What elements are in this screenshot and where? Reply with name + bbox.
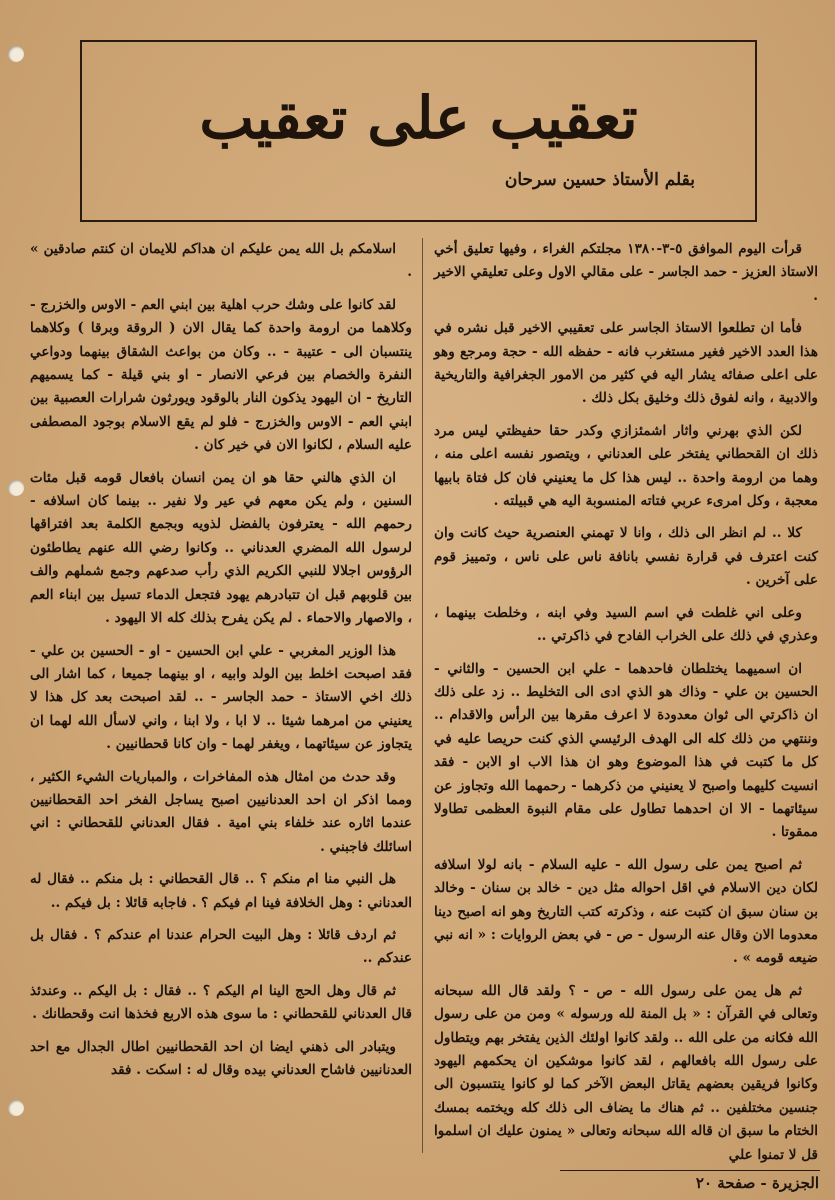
paragraph: قرأت اليوم الموافق ٥-٣-١٣٨٠ مجلتكم الغراء ، وفيها تعليق أخي الاستاذ العزيز - حمد الجاسر - على مقالي الاول وعلى تعليقي الاخير . xyxy=(434,241,818,304)
page-footer: الجزيرة - صفحة ٢٠ xyxy=(695,1174,819,1192)
paragraph: هل النبي منا ام منكم ؟ .. قال القحطاني : بل منكم .. فقال له العدناني : وهل الخلافة فينا ام فيكم ؟ . فاجابه قائلا : بل فيكم .. xyxy=(30,871,412,911)
paragraph: وعلى اني غلطت في اسم السيد وفي ابنه ، وخلطت بينهما ، وعذري في ذلك على الخراب الفادح في ذاكرتي .. xyxy=(434,604,818,645)
paragraph: ان الذي هالني حقا هو ان يمن انسان بافعال قومه قبل مئات السنين ، ولم يكن معهم في عير ولا نفير .. بينما كان اسلافه - رحمهم الله - يعترفون بالفضل لذويه وبجمع الكلمة بعد افتراقها لرسول الله المضري العدناني .. وكانوا رضي الله عنهم يطاطئون الرؤوس اجلالا للنبي الكريم الذي رأب صدعهم وجمع شملهم والف بين قلوبهم قبل ان تتبادرهم يهود فتجعل الدماء تسيل بين ابناء العم ، والاصهار والاحماء . لم يكن يفرح بذلك كله الا اليهود . xyxy=(30,469,412,627)
title-box xyxy=(80,40,757,222)
paragraph: اسلامكم بل الله يمن عليكم ان هداكم للايمان ان كنتم صادقين » . xyxy=(30,241,412,281)
paragraph: ويتبادر الى ذهني ايضا ان احد القحطانيين اطال الجدال مع احد العدنانيين فاشاح العدناني بيده وقال له : اسكت . فقد xyxy=(30,1038,412,1078)
paragraph: ثم قال وهل الحج الينا ام اليكم ؟ .. فقال : بل اليكم .. وعندئذ قال العدناني للقحطاني : ما سوى هذه الاربع فخذها انت وقحطانك . xyxy=(30,982,412,1023)
punch-hole-middle xyxy=(8,480,24,496)
paragraph: ثم اصبح يمن على رسول الله - عليه السلام - بانه لولا اسلافه لكان دين الاسلام في اقل احواله مثل دين - خالد بن سنان - وخالد بن سنان سبق ان كتبت عنه ، وذكرته كتب التاريخ وهو انه اصبح دينا معدوما الان وقال عنه الرسول - ص - في بعض الروايات : « انه نبي ضيعه قومه » . xyxy=(434,856,818,967)
article-column-left xyxy=(30,238,412,1091)
paragraph: ثم هل يمن على رسول الله - ص - ؟ ولقد قال الله سبحانه وتعالى في القرآن : « بل المنة لله ورسوله » ومن من على رسول الله فكانه من على الله .. ولقد كانوا اولئك الذين يفتخر بهم ويتطاول على رسول الله بافعالهم ، لقد كانوا موشكين ان يحكمهم اليهود وكانوا فريقين بعضهم يقاتل البعض الآخر كما لو كانوا ينتسبون الى جنسين مختلفين .. ثم هناك ما يضاف الى ذلك كله ويختمه بمسك الختام ما سبق ان قاله الله سبحانه وتعالى « يمنون عليك ان اسلموا قل لا تمنوا علي xyxy=(434,982,818,1163)
paragraph: كلا .. لم انظر الى ذلك ، وانا لا تهمني العنصرية حيث كانت وان كنت اعترف في قرارة نفسي بانافة ناس على ناس ، وتمييز قوم على آخرين . xyxy=(434,525,818,589)
paragraph: وقد حدث من امثال هذه المفاخرات ، والمباريات الشيء الكثير ، ومما اذكر ان احد العدنانيين اصبح يساجل الفخر احد القحطانيين عندما اثاره عند خلفاء بني امية . فقال العدناني للقحطاني : اني اسائلك فاجبني . xyxy=(30,768,412,855)
paragraph: ان اسميهما يختلطان فاحدهما - علي ابن الحسين - والثاني - الحسين بن علي - وذاك هو الذي ادى الى التخليط .. زد على ذلك ان ذاكرتي الى ثوان معدودة لا اعرف مقرها بين الرأس والاقدام .. وننتهي من ذلك كله الى الهدف الرئيسي الذي كنت حريصا عليه في كل ما كتبت في هذا الموضوع وهو ان هذا الاب او الابن - فقد انسيت كليهما واصبح لا يعنيني من ذكرهما - رحمهما الله وتجاوز عن سيئاتهما - الا ان احدهما تطاول على مقام النبوة العظمى تطاولا ممقوتا . xyxy=(434,660,818,841)
paragraph: لقد كانوا على وشك حرب اهلية بين ابني العم - الاوس والخزرج - وكلاهما من ارومة واحدة كما يقال الان ( الروقة وبرقا ) وكلاهما ينتسبان الى - عتيبة - .. وكان من بواعث الشقاق بينهما ودواعي النفرة والخصام بين فرعي الانصار - او بني قيلة - كما يسميهم التاريخ - ان اليهود يذكون النار بالوقود ويورثون شرارات العصبية بين ابني العم - الاوس والخزرج - فلو لم يقع الاسلام بوجود المصطفى عليه السلام ، لكانوا الان في خير كان . xyxy=(30,296,412,454)
paragraph: ثم اردف قائلا : وهل البيت الحرام عندنا ام عندكم ؟ . فقال بل عندكم .. xyxy=(30,926,412,967)
paragraph: لكن الذي بهرني واثار اشمئزازي وكدر حقا حفيظتي ليس مرد ذلك ان القحطاني يفتخر على العدناني ، ويتصور نفسه اعلى منه ، وهما من ارومة واحدة .. ليس هذا كل ما يعنيني فان كل فتاة بابيها معجبة ، وكل امرىء عربي فتاته المنسوبة اليه هي قبيلته . xyxy=(434,422,818,510)
punch-hole-top xyxy=(8,46,24,62)
article-title: تعقيب على تعقيب xyxy=(199,84,638,152)
punch-hole-bottom xyxy=(8,1100,24,1116)
article-column-right xyxy=(434,238,818,1176)
column-divider xyxy=(422,238,423,1153)
paragraph: هذا الوزير المغربي - علي ابن الحسين - او - الحسين بن علي - فقد اصبحت اخلط بين الولد وابيه ، او بينهما جميعا ، كما اشار الى ذلك اخي الاستاذ - حمد الجاسر - .. لقد اصبحت بعد كل هذا لا يعنيني من امرهما شيئا .. لا ابا ، ولا ابنا ، واني لاسأل الله لهما ان يتجاوز عن سيئاتهما ، ويغفر لهما - وان كانا قحطانيين . xyxy=(30,642,412,753)
author-byline: بقلم الأستاذ حسين سرحان xyxy=(504,170,695,190)
paragraph: فأما ان تطلعوا الاستاذ الجاسر على تعقيبي الاخير قبل نشره في هذا العدد الاخير فغير مستغرب فانه - حفظه الله - حجة ومرجع وهو على اعلى صفائه يشار اليه في كثير من الامور الجغرافية والتاريخية والادبية ، وانه لفوق ذلك وخليق بكل ذلك . xyxy=(434,320,818,407)
footer-rule xyxy=(560,1170,820,1171)
